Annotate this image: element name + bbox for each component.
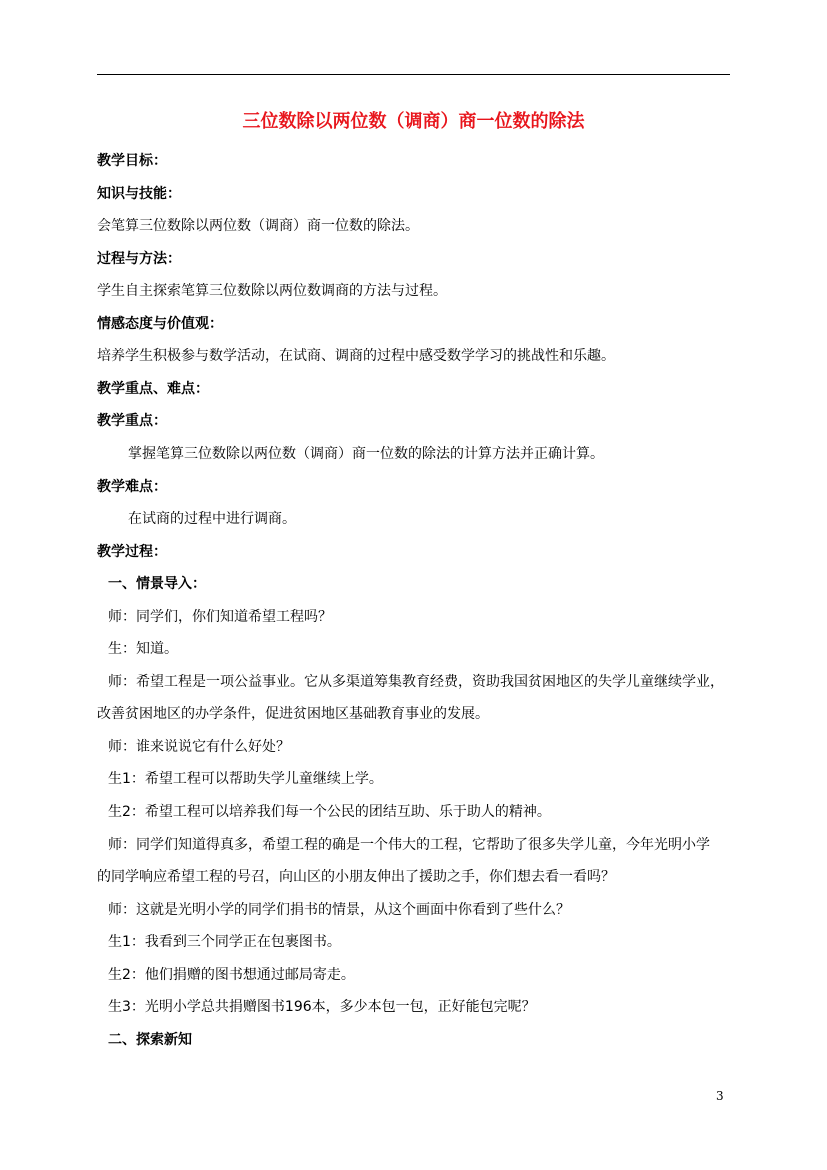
paragraph-line: 师：这就是光明小学的同学们捐书的情景，从这个画面中你看到了些什么？ [108,901,570,918]
paragraph-line: 在试商的过程中进行调商。 [128,511,296,528]
paragraph-line: 师：同学们，你们知道希望工程吗？ [108,608,332,625]
paragraph-line: 生：知道。 [108,641,178,658]
section-heading: 情感态度与价值观： [97,315,223,332]
paragraph-line: 学生自主探索笔算三位数除以两位数调商的方法与过程。 [97,283,447,300]
paragraph-line: 师：同学们知道得真多，希望工程的确是一个伟大的工程，它帮助了很多失学儿童，今年光明小学 [108,836,710,853]
section-heading: 二、探索新知 [108,1031,192,1048]
paragraph-line: 生2：他们捐赠的图书想通过邮局寄走。 [108,966,355,983]
section-heading: 教学重点： [97,413,167,430]
section-heading: 教学目标： [97,153,167,169]
paragraph-line: 生1：希望工程可以帮助失学儿童继续上学。 [108,771,383,788]
paragraph-line: 掌握笔算三位数除以两位数（调商）商一位数的除法的计算方法并正确计算。 [128,445,604,462]
header-rule [97,74,730,75]
paragraph-line: 师：希望工程是一项公益事业。它从多渠道筹集教育经费，资助我国贫困地区的失学儿童继续学业， [108,673,724,690]
page-number: 3 [716,1089,724,1103]
paragraph-line: 会笔算三位数除以两位数（调商）商一位数的除法。 [97,218,419,235]
paragraph-line: 师：谁来说说它有什么好处？ [108,738,290,755]
paragraph-line: 的同学响应希望工程的号召，向山区的小朋友伸出了援助之手，你们想去看一看吗？ [97,869,615,886]
paragraph-line: 生2：希望工程可以培养我们每一个公民的团结互助、乐于助人的精神。 [108,804,551,820]
paragraph-line: 改善贫困地区的办学条件，促进贫困地区基础教育事业的发展。 [97,706,489,723]
document-title: 三位数除以两位数（调商）商一位数的除法 [242,111,585,132]
paragraph-line: 生1：我看到三个同学正在包裹图书。 [108,934,341,951]
section-heading: 知识与技能： [97,185,181,202]
paragraph-line: 生3：光明小学总共捐赠图书196本，多少本包一包，正好能包完呢？ [108,999,536,1016]
section-heading: 教学重点、难点： [97,380,209,397]
paragraph-line: 培养学生积极参与数学活动，在试商、调商的过程中感受数学学习的挑战性和乐趣。 [97,348,615,365]
section-heading: 教学难点： [97,478,167,495]
section-heading: 教学过程： [97,543,167,560]
section-heading: 过程与方法： [97,250,181,267]
section-heading: 一、情景导入： [108,576,206,593]
